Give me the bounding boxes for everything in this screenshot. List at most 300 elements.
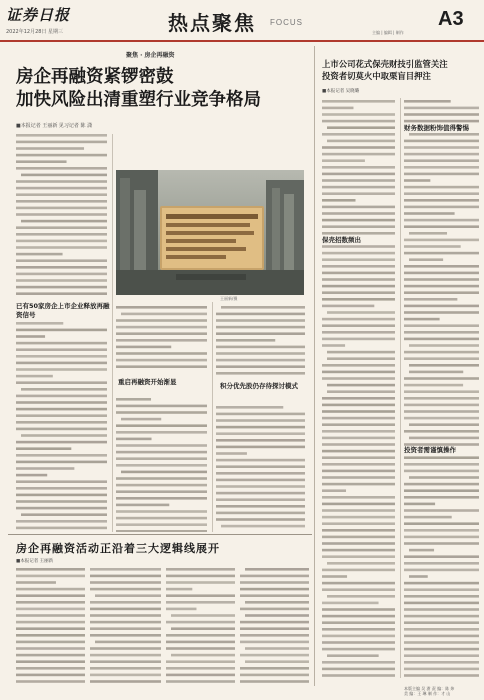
text-line [16,187,107,190]
text-line [404,635,479,638]
text-line [16,641,85,644]
text-line [322,397,395,400]
text-line [16,408,107,411]
text-line [216,492,305,495]
text-line [322,192,395,195]
text-line [404,529,479,532]
text-line [216,518,305,521]
text-line [322,120,395,123]
main-headline-line-1: 房企再融资紧锣密鼓 [16,67,174,87]
text-line [404,496,479,499]
text-line [327,384,395,387]
text-line [322,159,365,162]
text-line [404,595,479,598]
text-line [16,581,56,584]
text-line [404,569,479,572]
text-line [90,621,161,624]
text-line [245,568,309,571]
text-line [116,490,207,493]
text-line [322,100,395,103]
text-line [16,134,107,137]
text-line [166,634,235,637]
column-rule [400,98,401,678]
text-line [116,484,207,487]
text-line [16,266,107,269]
photo-caption: 王丽新/摄 [220,296,238,301]
text-line [322,186,395,189]
text-line [404,654,479,657]
text-line [221,525,305,528]
text-line [216,419,305,422]
text-line [116,510,207,513]
main-byline: ■本报记者 王丽新 见习记者 陈 潇 [16,123,93,129]
text-line [322,588,395,591]
text-line [322,430,395,433]
text-line [322,443,395,446]
text-line [404,285,479,288]
text-line [409,258,443,261]
text-line [16,207,107,210]
text-line [16,368,107,371]
text-line [16,342,107,345]
text-line [322,212,395,215]
text-line [404,166,479,169]
text-line [21,513,107,516]
text-line [409,423,479,426]
text-line [16,414,107,417]
text-line [16,362,107,365]
right-headline [322,58,478,82]
text-line [322,555,395,558]
text-line [322,569,395,572]
text-line [404,186,479,189]
text-line [409,549,434,552]
text-line [409,371,463,374]
text-line [16,527,107,530]
text-line [21,220,107,223]
text-line [404,503,435,506]
text-line [116,431,207,434]
text-line [404,305,479,308]
text-line [322,344,345,347]
text-line [322,219,395,222]
right-byline: ■本报记者 吴晓璐 [322,89,360,94]
masthead [0,0,484,42]
text-line [16,680,85,683]
text-line [90,588,161,591]
text-line [216,332,305,335]
text-line [322,377,395,380]
text-line [404,311,479,314]
text-line [240,575,309,578]
body-text-col-2 [116,304,208,374]
body-text-col-2b [116,396,208,532]
text-line [404,668,479,671]
text-line [116,517,207,520]
text-line [404,252,479,255]
text-line [16,441,107,444]
text-line [322,575,347,578]
text-line [322,496,395,499]
text-line [322,483,395,486]
text-line [16,621,85,624]
text-line [404,173,479,176]
text-line [16,193,107,196]
text-line [404,509,479,512]
text-line [95,594,161,597]
text-line [216,485,305,488]
text-line [404,107,479,110]
text-line [16,395,107,398]
text-line [216,346,305,349]
text-line [404,602,479,605]
section-rule [314,46,315,686]
text-line [404,159,479,162]
text-line [16,594,85,597]
text-line [16,335,45,338]
right-subhead-2: 财务数据粉饰值得警惕 [404,124,480,133]
text-line [16,213,107,216]
text-line [322,509,395,512]
text-lines [16,320,108,532]
text-line [116,457,207,460]
text-line [16,647,85,650]
text-line [16,634,85,637]
page-number: A3 [438,8,464,30]
text-line [404,562,479,565]
text-line [322,522,395,525]
text-line [327,140,395,143]
text-line [16,322,63,325]
text-line [16,381,107,384]
right-text-col-2 [404,98,480,678]
text-line [404,390,479,393]
text-line [16,147,84,150]
text-line [16,279,107,282]
text-line [16,428,107,431]
text-line [16,474,47,477]
text-line [16,154,107,157]
text-line [322,615,395,618]
text-line [16,200,107,203]
text-line [166,674,235,677]
text-line [245,601,309,604]
issue-date: 2022年12月28日 星期三 [6,29,64,35]
text-line [322,476,395,479]
text-line [166,588,192,591]
text-line [322,536,395,539]
text-line [16,494,107,497]
text-line [404,272,479,275]
subhead-3: 积分优先股仍存待探讨模式 [220,382,298,390]
text-line [404,291,479,294]
photo-image [116,170,304,295]
page-footer [404,686,454,696]
text-line [16,246,107,249]
text-line [116,359,207,362]
text-line [16,259,107,262]
text-line [322,489,346,492]
text-line [322,635,395,638]
text-line [327,390,395,393]
text-line [221,306,305,309]
text-line [116,530,207,532]
text-line [16,467,74,470]
editor-line: 主编 | 编辑 | 制作 [372,30,404,35]
text-line [116,444,207,447]
text-line [166,568,235,571]
text-line [322,648,395,651]
text-line [322,166,395,169]
text-line [16,375,53,378]
text-line [322,542,395,545]
text-line [240,680,309,683]
text-line [322,179,395,182]
text-line [245,660,309,663]
text-line [404,120,479,123]
bottom-text-col-3 [166,566,236,686]
text-line [327,351,395,354]
text-line [216,326,305,329]
text-line [322,133,395,136]
text-line [322,674,395,677]
text-line [322,146,395,149]
text-line [322,278,395,281]
text-line [322,450,395,453]
paper-name: 证券日报 [6,6,71,24]
text-line [116,424,207,427]
text-line [16,141,107,144]
bottom-byline: ■本报记者 王丽新 [16,559,54,564]
text-line [404,278,479,281]
text-line [16,167,107,170]
text-line [116,451,207,454]
text-line [216,339,275,342]
text-line [90,568,161,571]
text-line [90,674,161,677]
text-line [166,608,196,611]
text-line [216,426,305,429]
text-line [16,355,107,358]
bottom-rule [8,534,312,535]
text-line [16,286,107,289]
text-line [216,498,305,501]
text-line [16,480,107,483]
text-line [90,608,161,611]
text-line [409,364,479,367]
text-line [322,225,395,228]
text-line [322,285,395,288]
text-line [116,339,207,342]
text-line [216,459,305,462]
text-line [322,245,395,248]
text-line [116,332,207,335]
text-line [404,615,479,618]
text-line [116,504,169,507]
text-line [121,471,207,474]
text-line [404,463,479,466]
text-line [404,404,479,407]
text-line [404,542,479,545]
text-line [216,465,305,468]
text-line [404,608,479,611]
text-line [240,588,309,591]
text-line [322,199,356,202]
text-line [116,306,207,309]
text-line [16,292,107,295]
text-line [322,456,395,459]
text-line [166,667,235,670]
text-line [116,319,207,322]
text-line [404,674,479,677]
text-line [245,647,309,650]
text-line [404,456,479,459]
text-line [116,352,207,355]
text-line [404,410,479,413]
text-line [322,661,395,664]
text-line [240,634,309,637]
text-line [322,404,395,407]
right-subhead-3: 投资者需谨慎操作 [404,446,480,455]
text-line [322,331,395,334]
text-line [90,634,161,637]
text-line [90,660,161,663]
text-line [404,324,479,327]
text-line [322,410,395,413]
text-line [216,406,283,409]
text-line [216,365,305,368]
text-line [404,522,479,525]
text-line [166,601,235,604]
text-line [216,359,305,362]
text-line [409,437,479,440]
section-title: 热点聚焦 [168,11,256,35]
text-line [216,432,305,435]
text-line [216,413,305,416]
text-line [171,654,235,657]
text-line [404,351,479,354]
text-line [322,173,395,176]
footer-line-1: 本版主编 吴 澍 责 编：陈 炜 [404,686,455,691]
text-line [404,588,479,591]
text-line [16,487,107,490]
text-line [409,133,479,136]
text-line [116,405,207,408]
text-line [322,628,395,631]
text-line [404,489,479,492]
text-line [327,654,379,657]
text-line [116,346,171,349]
text-line [90,680,161,683]
text-line [404,100,451,103]
text-line [166,641,235,644]
text-line [322,437,395,440]
text-line [322,549,395,552]
text-line [216,512,305,515]
text-line [16,273,107,276]
main-story [0,44,312,534]
text-line [90,627,161,630]
text-line [404,628,479,631]
text-line [90,614,161,617]
text-line [16,608,85,611]
text-line [16,226,107,229]
text-line [322,668,395,671]
section-english: FOCUS [270,18,303,27]
text-line [116,497,207,500]
text-line [16,654,85,657]
body-text-col-3 [216,304,306,378]
text-line [240,641,309,644]
text-line [16,614,85,617]
text-line [322,318,395,321]
text-line [21,174,107,177]
text-lines [16,132,108,300]
text-line [409,575,428,578]
text-line [404,206,479,209]
right-text-col-1 [322,98,396,678]
text-line [404,146,479,149]
text-line [216,472,305,475]
text-line [322,107,353,110]
text-line [322,252,395,255]
text-line [16,233,107,236]
text-line [16,507,107,510]
text-line [322,153,395,156]
bottom-text-col-4 [240,566,310,686]
text-line [240,667,309,670]
text-line [90,575,161,578]
text-line [121,313,207,316]
text-line [16,520,107,523]
text-line [322,371,395,374]
text-line [16,253,63,256]
text-line [404,113,479,116]
text-line [322,272,395,275]
text-line [216,313,305,316]
text-line [166,621,235,624]
text-line [216,505,305,508]
main-headline [16,66,261,112]
text-line [404,582,479,585]
text-line [322,602,379,605]
text-line [216,446,305,449]
text-line [327,126,395,129]
text-line [322,470,395,473]
text-line [322,338,395,341]
body-text-col-3b [216,404,306,532]
text-line [404,621,479,624]
text-line [322,113,395,116]
text-line [166,660,235,663]
text-line [322,621,395,624]
text-line [166,647,235,650]
text-line [16,180,107,183]
right-subhead-1: 保壳招数频出 [322,236,398,245]
text-line [404,219,479,222]
text-line [404,384,463,387]
text-line [16,240,107,243]
text-line [16,329,107,332]
text-line [21,388,107,391]
text-line [409,232,447,235]
text-line [404,318,440,321]
text-line [116,523,207,526]
text-line [90,667,161,670]
bottom-text-col-2 [90,566,162,686]
text-line [216,319,305,322]
text-line [16,447,71,450]
